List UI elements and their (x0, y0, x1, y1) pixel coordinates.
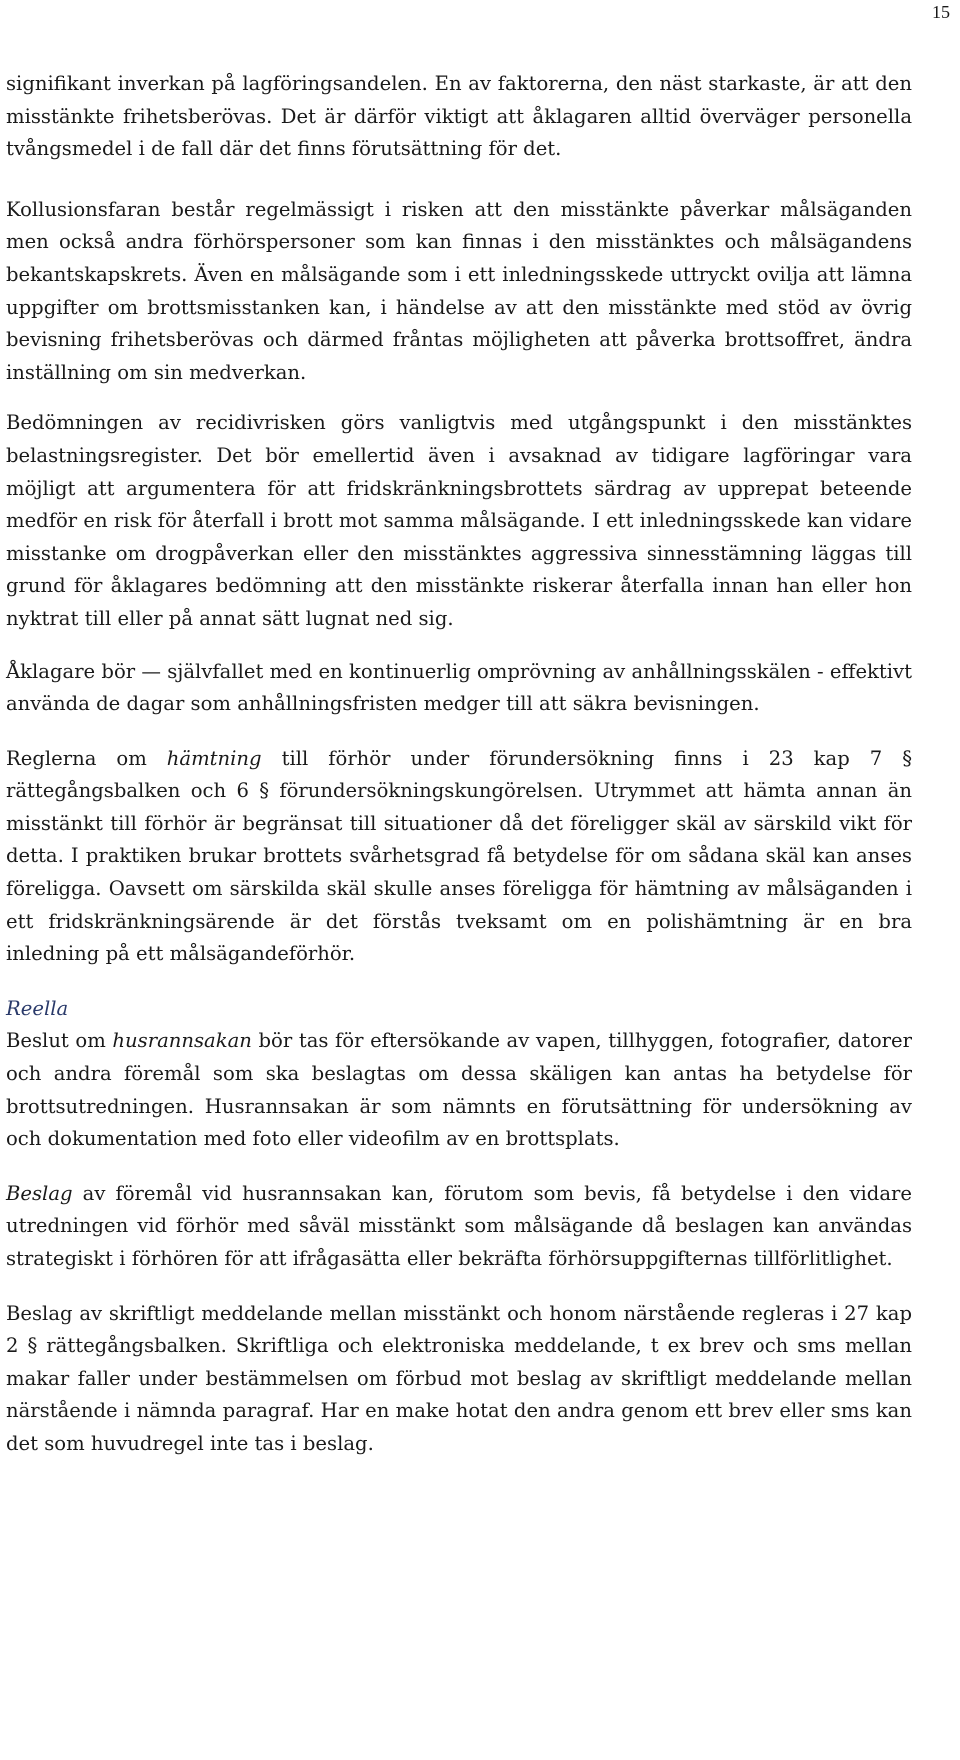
paragraph-husrannsakan-rest: bör tas för eftersökande av vapen, tillhyggen, fotografier, datorer och andra föremål som ska beslagtas om dessa skäligen kan antas ha betydelse för brottsutredningen. Husrannsakan är som nämnts en förutsättning för undersökning av och dokumentation med foto eller videofilm av en brottsplats. (6, 1029, 912, 1151)
paragraph-kollusionsfara: Kollusionsfaran består regelmässigt i risken att den misstänkte påverkar målsäganden men också andra förhörspersoner som kan finnas i den misstänktes och målsägandens bekantskapskrets. Även en målsägande som i ett inledningsskede uttryckt ovilja att lämna uppgifter om brottsmisstanken kan, i händelse av att den misstänkte med stöd av övrig bevisning frihetsberövas och därmed fråntas möjligheten att påverka brottsoffret, ändra inställning om sin medverkan. (6, 197, 912, 384)
paragraph-anhallning: Åklagare bör — självfallet med en kontinuerlig omprövning av anhållningsskälen - effektivt använda de dagar som anhållningsfristen medger till att säkra bevisningen. (6, 659, 912, 716)
paragraph-hamtning-rest: till förhör under förundersökning finns i 23 kap 7 § rättegångsbalken och 6 § förundersökningskungörelsen. Utrymmet att hämta annan än misstänkt till förhör är begränsat till situationer då det föreligger skäl av särskild vikt för detta. I praktiken brukar brottets svårhetsgrad få betydelse för om sådana skäl kan anses föreligga. Oavsett om särskilda skäl skulle anses föreligga för hämtning av målsäganden i ett fridskränkningsärende är det förstås tveksamt om en polishämtning är en bra inledning på ett målsägandeförhör. (6, 746, 913, 966)
paragraph-lagforing: signifikant inverkan på lagföringsandelen. En av faktorerna, den näst starkaste, är att den misstänkte frihetsberövas. Det är därför viktigt att åklagaren alltid överväger personella tvångsmedel i de fall där det finns förutsättning för det. (6, 72, 912, 161)
paragraph-husrannsakan-start: Beslut om (6, 1029, 113, 1053)
paragraph-recidivrisk: Bedömningen av recidivrisken görs vanligtvis med utgångspunkt i den misstänktes belastningsregister. Det bör emellertid även i avsaknad av tidigare lagföringar vara möjligt att argumentera för att fridskränkningsbrottets särdrag av upprepat beteende medför en risk för återfall i brott mot samma målsägande. I ett inledningsskede kan vidare misstanke om drogpåverkan eller den misstänktes aggressiva sinnesstämning läggas till grund för åklagares bedömning att den misstänkte riskerar återfalla innan han eller hon nyktrat till eller på annat sätt lugnat ned sig. (6, 411, 912, 630)
page-number: 15 (932, 2, 950, 22)
paragraph-beslag (6, 1178, 912, 1276)
term-beslag: Beslag (6, 1181, 73, 1205)
paragraph-hamtning-start: Reglerna om (6, 746, 167, 770)
section-subheading: Reella (6, 996, 69, 1020)
document-body (6, 68, 912, 1481)
term-husrannsakan: husrannsakan (112, 1029, 252, 1053)
paragraph-beslag-rest: av föremål vid husrannsakan kan, förutom som bevis, få betydelse i den vidare utredningen vid förhör med såväl misstänkt som målsägande då beslagen kan användas strategiskt i förhören för att ifrågasätta eller bekräfta förhörsuppgifternas tillförlitlighet. (6, 1181, 912, 1270)
term-hamtning: hämtning (166, 746, 262, 770)
paragraph-husrannsakan (6, 1025, 912, 1155)
paragraph-skriftligt-meddelande: Beslag av skriftligt meddelande mellan misstänkt och honom närstående regleras i 27 kap 2 § rättegångsbalken. Skriftliga och elektroniska meddelande, t ex brev och sms mellan makar faller under bestämmelsen om förbud mot beslag av skriftligt meddelande mellan närstående i nämnda paragraf. Har en make hotat den andra genom ett brev eller sms kan det som huvudregel inte tas i beslag. (6, 1301, 912, 1455)
paragraph-hamtning (6, 743, 912, 971)
